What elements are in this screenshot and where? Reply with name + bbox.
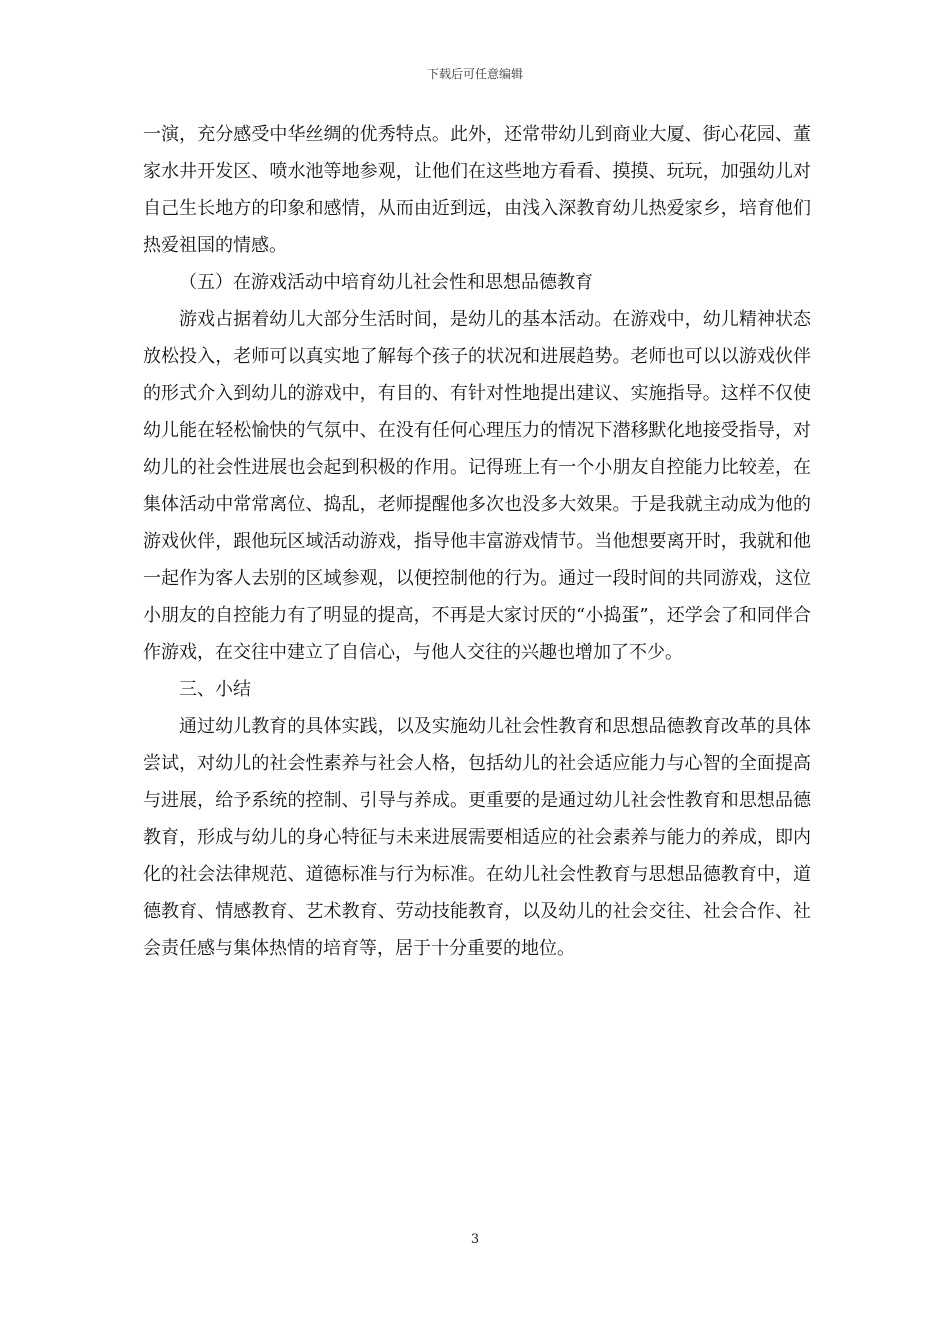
paragraph-hometown: 一演，充分感受中华丝绸的优秀特点。此外，还常带幼儿到商业大厦、街心花园、董家水井开发区、喷水池等地参观，让他们在这些地方看看、摸摸、玩玩，加强幼儿对自己生长地方的印象和感情，从而由近到远，由浅入深教育幼儿热爱家乡，培育他们热爱祖国的情感。 (143, 124, 811, 256)
document-body (143, 116, 811, 967)
page-number: 3 (470, 1232, 480, 1247)
paragraph-summary: 通过幼儿教育的具体实践，以及实施幼儿社会性教育和思想品德教育改革的具体尝试，对幼儿的社会性素养与社会人格，包括幼儿的社会适应能力与心智的全面提高与进展，给予系统的控制、引导与养成。更重要的是通过幼儿社会性教育和思想品德教育，形成与幼儿的身心特征与未来进展需要相适应的社会素养与能力的养成，即内化的社会法律规范、道德标准与行为标准。在幼儿社会性教育与思想品德教育中，道德教育、情感教育、艺术教育、劳动技能教育，以及幼儿的社会交往、社会合作、社会责任感与集体热情的培育等，居于十分重要的地位。 (143, 716, 811, 959)
section-heading-summary: 三、小结 (179, 679, 251, 700)
section-heading-five: （五）在游戏活动中培育幼儿社会性和思想品德教育 (179, 272, 593, 293)
paragraph-game-activities: 游戏占据着幼儿大部分生活时间，是幼儿的基本活动。在游戏中，幼儿精神状态放松投入，老师可以真实地了解每个孩子的状况和进展趋势。老师也可以以游戏伙伴的形式介入到幼儿的游戏中，有目的、有针对性地提出建议、实施指导。这样不仅使幼儿能在轻松愉快的气氛中、在没有任何心理压力的情况下潜移默化地接受指导，对幼儿的社会性进展也会起到积极的作用。记得班上有一个小朋友自控能力比较差，在集体活动中常常离位、捣乱，老师提醒他多次也没多大效果。于是我就主动成为他的游戏伙伴，跟他玩区域活动游戏，指导他丰富游戏情节。当他想要离开时，我就和他一起作为客人去别的区域参观，以便控制他的行为。通过一段时间的共同游戏，这位小朋友的自控能力有了明显的提高，不再是大家讨厌的“小捣蛋”，还学会了和同伴合作游戏，在交往中建立了自信心，与他人交往的兴趣也增加了不少。 (143, 309, 811, 663)
page-header: 下载后可任意编辑 (426, 67, 523, 81)
